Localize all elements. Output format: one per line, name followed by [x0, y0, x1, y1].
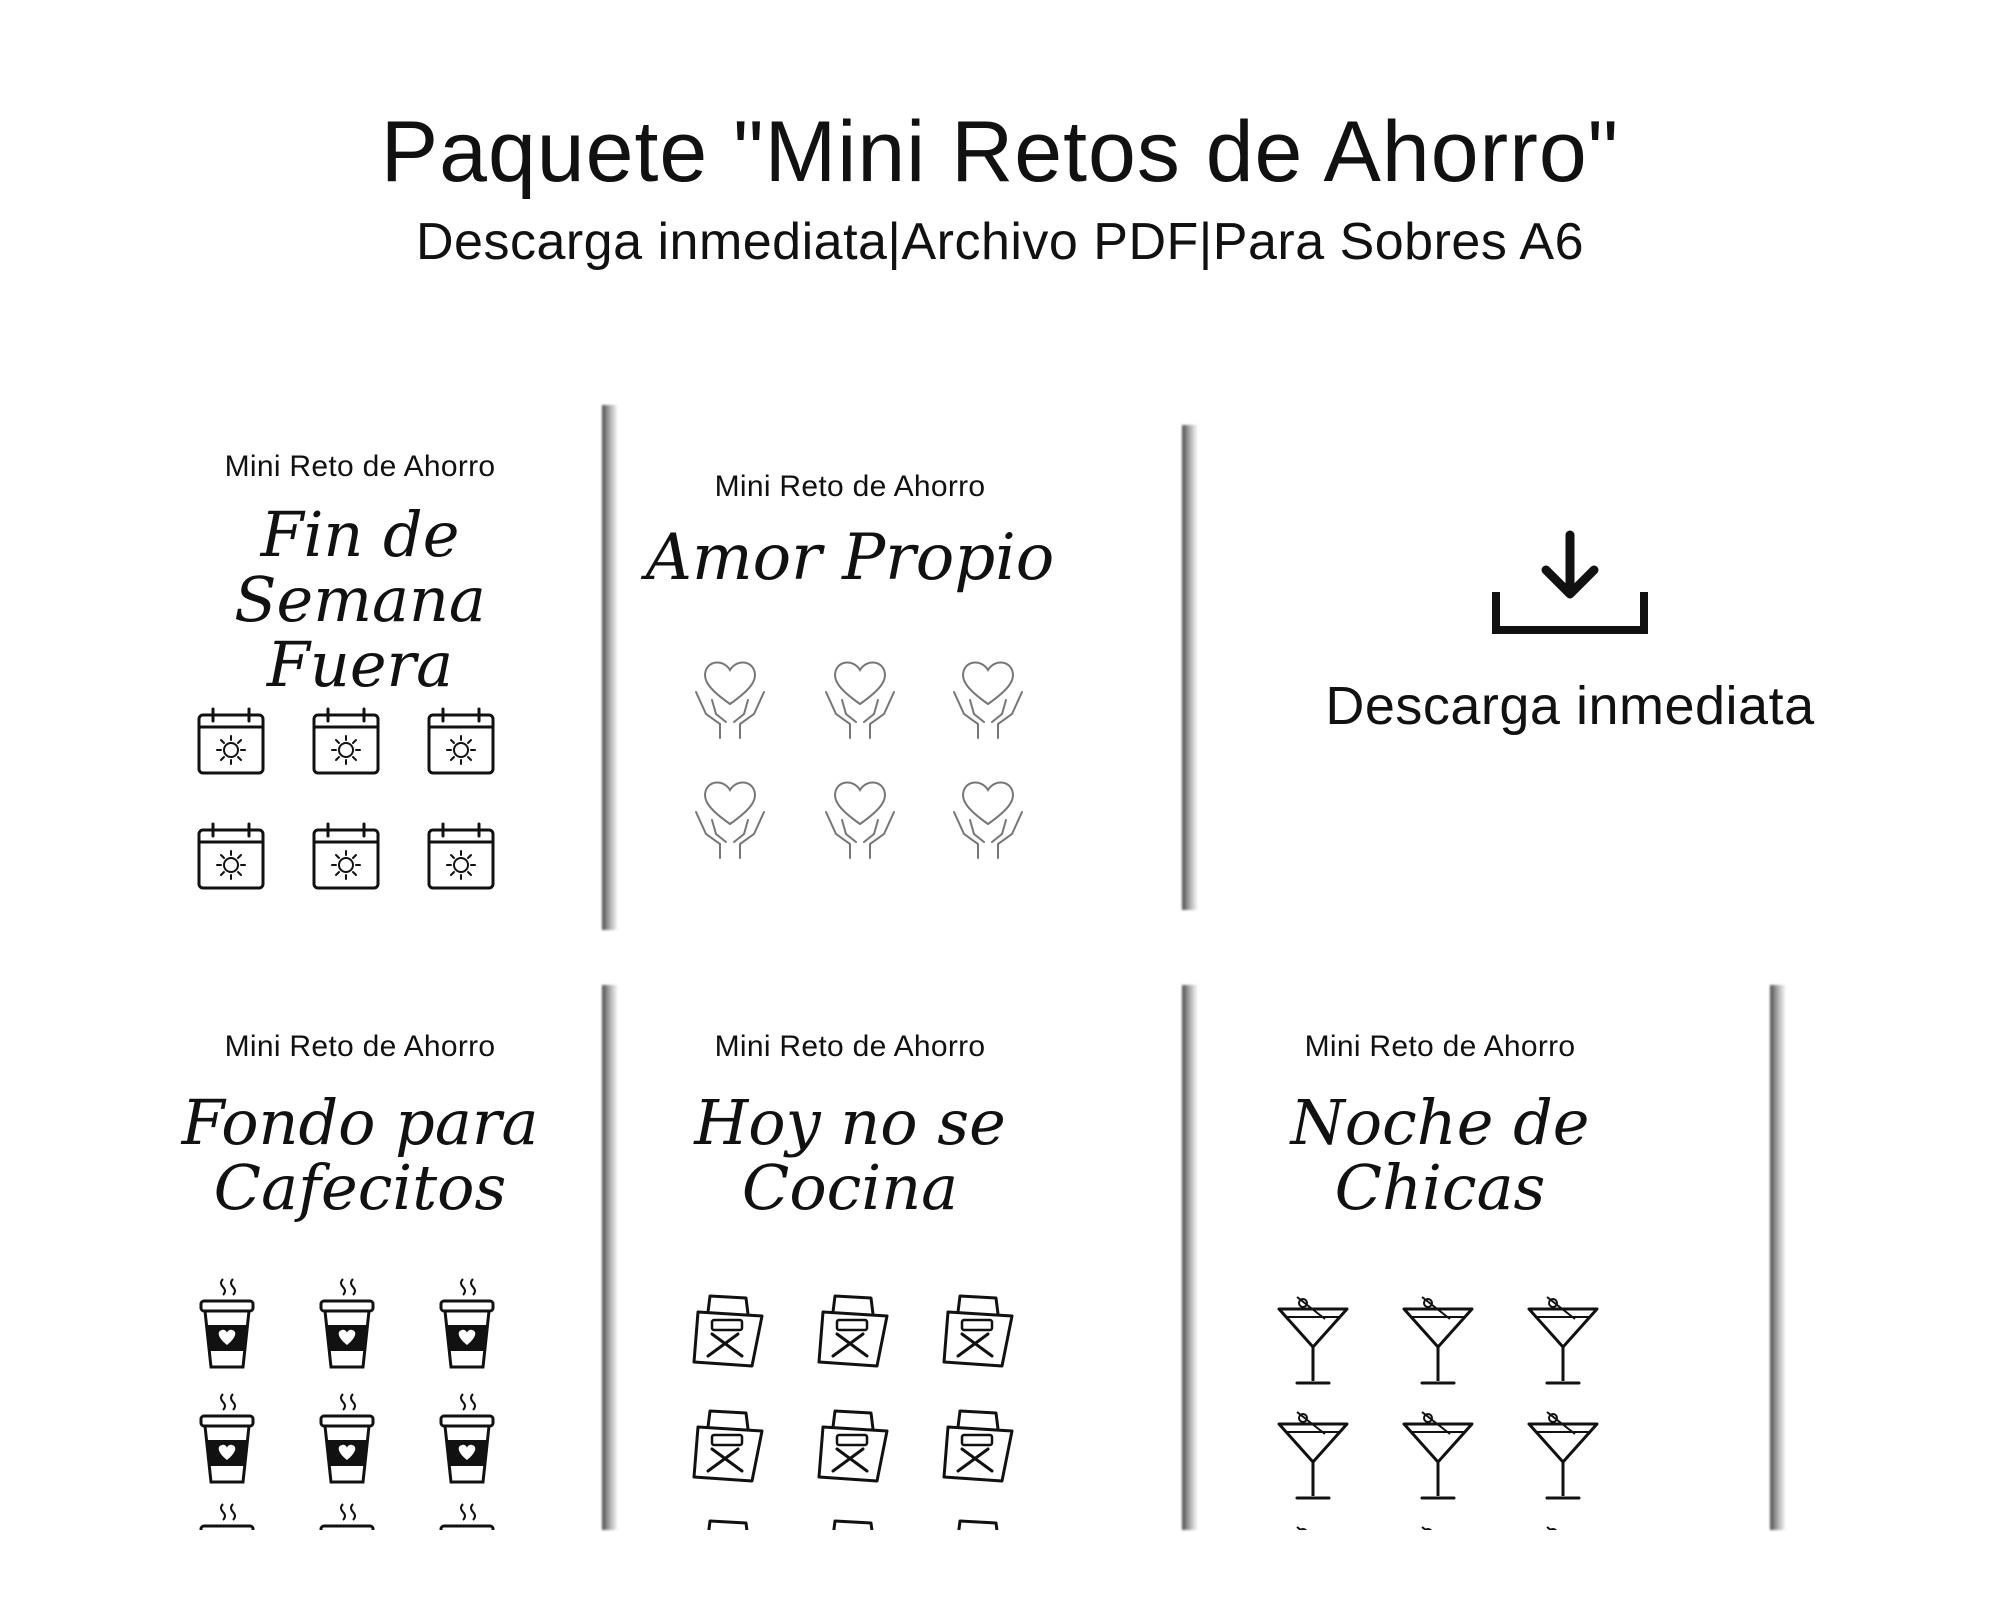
calendar-sun-icon [425, 705, 497, 777]
script-line: Cocina [741, 1151, 959, 1225]
cocktail-icon [1275, 1410, 1351, 1506]
calendar-sun-icon [310, 705, 382, 777]
cocktail-icon [1275, 1525, 1351, 1530]
coffee-cup-icon [195, 1275, 259, 1371]
heart-hands-icon [948, 902, 1028, 910]
script-line: Chicas [1334, 1151, 1546, 1225]
card-script-title [150, 498, 570, 702]
download-label: Descarga inmediata [1325, 676, 1815, 736]
script-line: Fondo para [181, 1086, 539, 1159]
cocktail-icon [1525, 1295, 1601, 1391]
card-script-title [640, 1086, 1060, 1225]
cocktail-icon [1525, 1525, 1601, 1530]
cocktail-icon [1400, 1410, 1476, 1506]
card-shadow [1182, 985, 1198, 1530]
card-noche-de-chicas [1230, 990, 1650, 1530]
script-line: Fin de Semana [234, 498, 486, 637]
script-line: Cafecitos [213, 1151, 507, 1225]
cocktail-icon [1400, 1525, 1476, 1530]
script-line: Fuera [266, 628, 454, 702]
heart-hands-icon [948, 652, 1028, 740]
coffee-cup-icon [195, 1390, 259, 1486]
page-title: Paquete "Mini Retos de Ahorro" [380, 104, 1620, 200]
takeout-bag-icon [940, 1405, 1016, 1485]
takeout-bag-icon [690, 1515, 766, 1530]
cocktail-icon [1400, 1295, 1476, 1391]
card-label: Mini Reto de Ahorro [714, 1030, 986, 1063]
page-subtitle: Descarga inmediata|Archivo PDF|Para Sobres A6 [415, 212, 1585, 271]
takeout-bag-icon [940, 1515, 1016, 1530]
takeout-bag-icon [690, 1290, 766, 1370]
coffee-cup-icon [435, 1390, 499, 1486]
download-icon[interactable] [1490, 530, 1650, 640]
card-shadow [1770, 985, 1786, 1530]
heart-hands-icon [690, 652, 770, 740]
card-script-title [1230, 1086, 1650, 1225]
heart-hands-icon [690, 902, 770, 910]
heart-hands-icon [820, 652, 900, 740]
calendar-sun-icon [195, 820, 267, 892]
coffee-cup-icon [315, 1390, 379, 1486]
card-hoy-no-se-cocina [640, 990, 1060, 1530]
card-label: Mini Reto de Ahorro [714, 470, 986, 503]
card-shadow [602, 985, 618, 1530]
card-amor-propio [640, 430, 1060, 910]
calendar-sun-icon [195, 705, 267, 777]
takeout-bag-icon [815, 1405, 891, 1485]
takeout-bag-icon [815, 1515, 891, 1530]
takeout-bag-icon [815, 1290, 891, 1370]
card-label: Mini Reto de Ahorro [1304, 1030, 1576, 1063]
card-label: Mini Reto de Ahorro [224, 1030, 496, 1063]
cocktail-icon [1525, 1410, 1601, 1506]
coffee-cup-icon [315, 1275, 379, 1371]
coffee-cup-icon [195, 1500, 259, 1530]
script-line: Hoy no se [694, 1086, 1006, 1159]
heart-hands-icon [948, 772, 1028, 860]
card-shadow [1182, 425, 1198, 910]
page-header [0, 105, 2000, 272]
calendar-sun-icon [425, 820, 497, 892]
coffee-cup-icon [435, 1500, 499, 1530]
card-script-title [640, 521, 1060, 595]
card-label: Mini Reto de Ahorro [224, 450, 496, 483]
download-block[interactable] [1230, 420, 1910, 780]
coffee-cup-icon [315, 1500, 379, 1530]
card-script-title [150, 1086, 570, 1225]
heart-hands-icon [690, 772, 770, 860]
heart-hands-icon [820, 902, 900, 910]
card-cafecitos [150, 990, 570, 1530]
script-line: Noche de [1290, 1086, 1590, 1159]
takeout-bag-icon [690, 1405, 766, 1485]
calendar-sun-icon [310, 820, 382, 892]
heart-hands-icon [820, 772, 900, 860]
card-shadow [602, 405, 618, 930]
takeout-bag-icon [940, 1290, 1016, 1370]
cocktail-icon [1275, 1295, 1351, 1391]
coffee-cup-icon [435, 1275, 499, 1371]
card-fin-de-semana [150, 410, 570, 930]
script-line: Amor Propio [645, 521, 1055, 595]
